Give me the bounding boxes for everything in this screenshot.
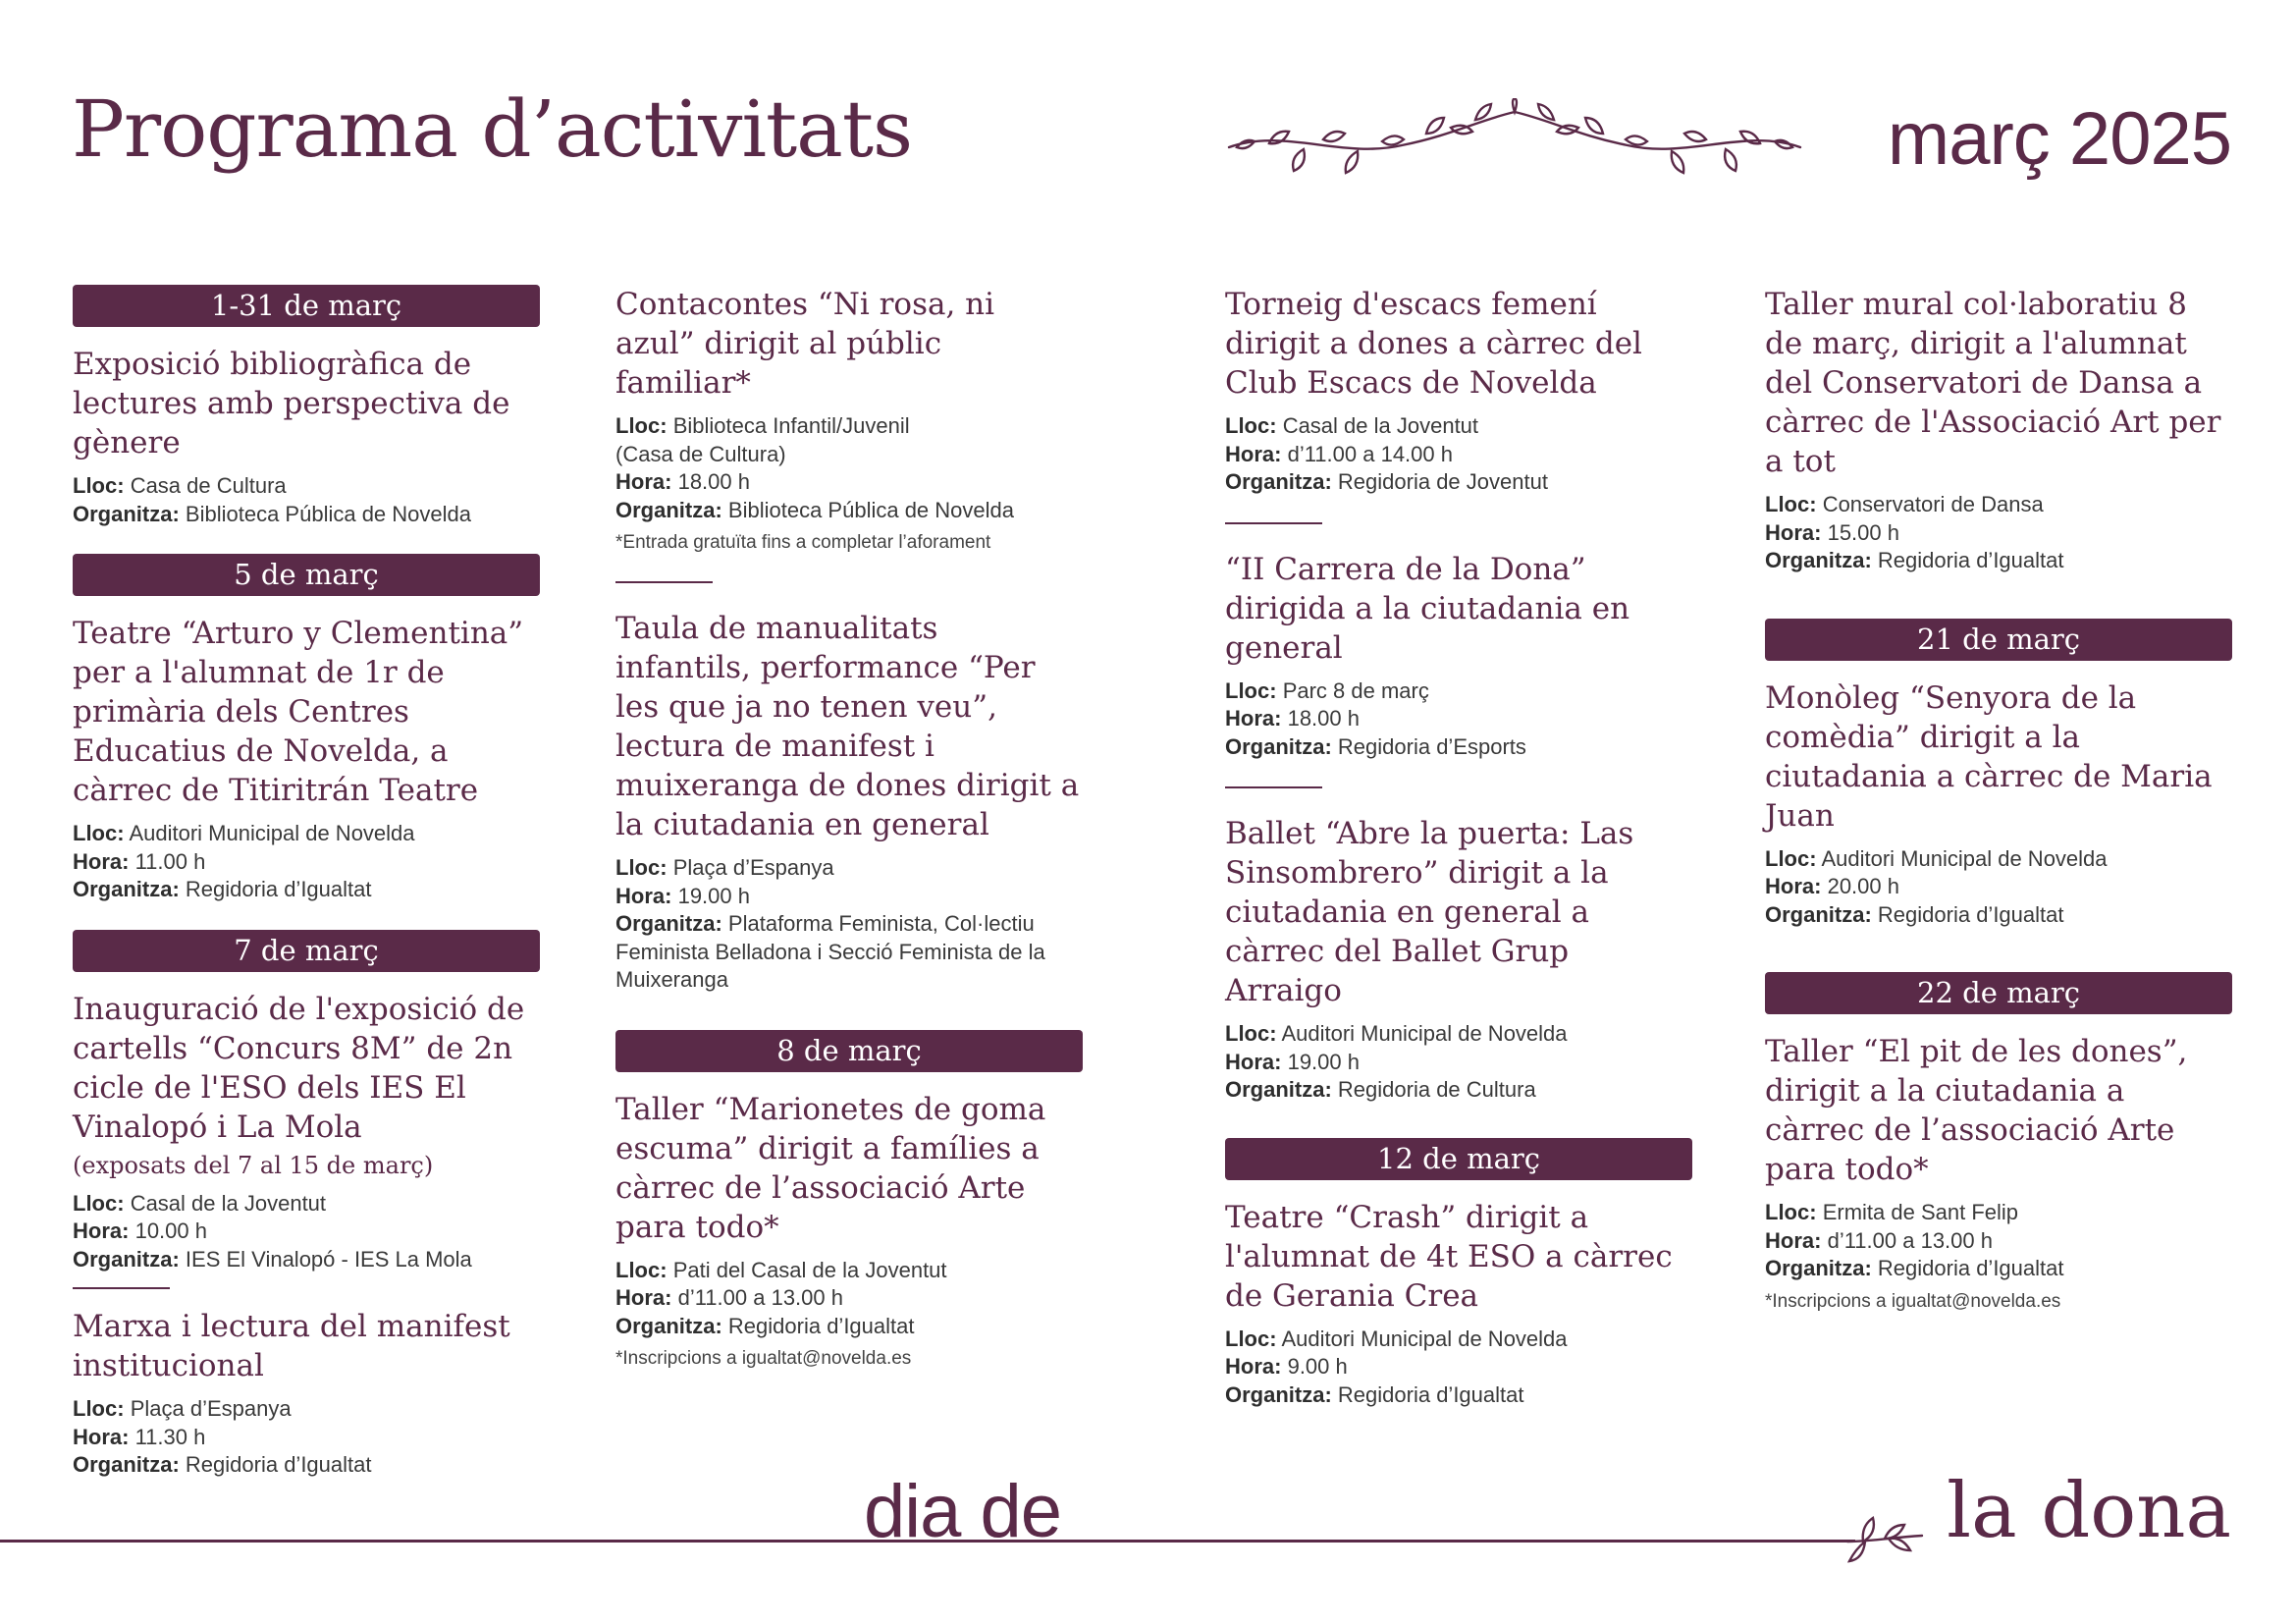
event-time: Hora: d’11.00 a 13.00 h [615,1285,843,1310]
event-place: Lloc: Parc 8 de març [1225,677,1429,703]
column-3 [1225,285,1692,1435]
divider [615,581,713,583]
event-title: Torneig d'escacs femení dirigit a dones a càrrec del Club Escacs de Novelda [1225,287,1642,401]
event-place: Lloc: Auditori Municipal de Novelda [1225,1021,1568,1046]
column-1 [73,285,540,1505]
date-header: 8 de març [615,1030,1083,1072]
event-title: Ballet “Abre la puerta: Las Sinsombrero” dirigit a la ciutadania en general a càrrec del Ballet Grup Arraigo [1225,816,1634,1008]
column-4 [1765,285,2232,1340]
event-note: *Entrada gratuïta fins a completar l’aforament [615,532,991,553]
event-place: Lloc: Casa de Cultura [73,473,287,498]
footer-dia-de: dia de [864,1470,1062,1553]
event [73,990,540,1274]
event-title: Monòleg “Senyora de la comèdia” dirigit a la ciutadania a càrrec de Maria Juan [1765,679,2213,834]
event-organizer: Organitza: Regidoria d’Esports [1225,733,1526,759]
event [73,1307,540,1480]
event-place: Lloc: Casal de la Joventut [73,1190,327,1216]
event [1225,814,1692,1105]
event-place: Lloc: Auditori Municipal de Novelda [1225,1326,1568,1351]
event-place-detail: (Casa de Cultura) [615,441,786,466]
event-time: Hora: 19.00 h [1225,1049,1360,1074]
event-time: Hora: 9.00 h [1225,1354,1348,1379]
event-time: Hora: d’11.00 a 14.00 h [1225,441,1453,466]
event-title: Teatre “Crash” dirigit a l'alumnat de 4t ESO a càrrec de Gerania Crea [1225,1199,1673,1314]
event-title: Contacontes “Ni rosa, ni azul” dirigit al públic familiar* [615,287,995,401]
event-title: Taller “Marionetes de goma escuma” dirigit a famílies a càrrec de l’associació Arte para todo* [615,1091,1046,1245]
event-organizer: Organitza: Biblioteca Pública de Novelda [73,501,471,526]
leaf-vine-ornament-icon [1225,98,1804,187]
event [1765,678,2232,930]
event-organizer: Organitza: Regidoria d’Igualtat [615,1313,915,1338]
event [1225,285,1692,497]
event-place: Lloc: Pati del Casal de la Joventut [615,1257,947,1282]
date-header: 12 de març [1225,1138,1692,1180]
event-time: Hora: 18.00 h [1225,706,1360,731]
divider [1225,522,1322,524]
event-organizer: Organitza: IES El Vinalopó - IES La Mola [73,1246,472,1272]
event-place: Lloc: Ermita de Sant Felip [1765,1200,2018,1224]
event-organizer: Organitza: Regidoria de Joventut [1225,469,1548,494]
date-header: 7 de març [73,930,540,972]
event-organizer: Organitza: Biblioteca Pública de Novelda [615,497,1014,522]
event-time: Hora: d’11.00 a 13.00 h [1765,1227,1993,1253]
event-time: Hora: 11.00 h [73,848,206,874]
event-time: Hora: 10.00 h [73,1218,207,1243]
divider [1225,786,1322,788]
event-organizer: Organitza: Regidoria de Cultura [1225,1077,1536,1102]
event-place: Lloc: Auditori Municipal de Novelda [1765,845,2108,871]
event-organizer: Organitza: Plataforma Feminista, Col·lectiu Feminista Belladona i Secció Feminista de la Muixeranga [615,911,1045,992]
event [1765,285,2232,575]
event-time: Hora: 20.00 h [1765,874,1899,898]
event-time: Hora: 15.00 h [1765,519,1899,545]
leaf-sprig-icon [1845,1508,1924,1567]
event-organizer: Organitza: Regidoria d’Igualtat [1225,1381,1524,1407]
event-title: Taula de manualitats infantils, performance “Per les que ja no tenen veu”, lectura de manifest i muixeranga de dones dirigit a la ciutadania en general [615,611,1080,842]
event-note: *Inscripcions a igualtat@novelda.es [1765,1290,2061,1312]
footer-la-dona: la dona [1947,1467,2231,1555]
event [615,1090,1083,1373]
event-organizer: Organitza: Regidoria d’Igualtat [1765,548,2064,572]
event [73,614,540,904]
date-header: 1-31 de març [73,285,540,327]
page-title: Programa d’activitats [72,83,913,175]
event [1225,550,1692,762]
event-place: Lloc: Auditori Municipal de Novelda [73,821,415,845]
event-title: Marxa i lectura del manifest institucional [73,1309,510,1383]
event-place: Lloc: Biblioteca Infantil/Juvenil [615,413,910,438]
event-place: Lloc: Conservatori de Dansa [1765,492,2044,516]
event-title: Taller mural col·laboratiu 8 de març, dirigit a l'alumnat del Conservatori de Dansa a càrrec de l'Associació Art per a tot [1765,287,2221,479]
event-organizer: Organitza: Regidoria d’Igualtat [73,877,372,901]
event-title: Teatre “Arturo y Clementina” per a l'alumnat de 1r de primària dels Centres Educatius de Novelda, a càrrec de Titiritrán Teatre [73,616,524,808]
event-subtitle: (exposats del 7 al 15 de març) [73,1151,434,1179]
date-header: 5 de març [73,554,540,596]
date-header: 21 de març [1765,619,2232,661]
event [1225,1198,1692,1410]
event [615,285,1083,556]
event-place: Lloc: Casal de la Joventut [1225,413,1479,438]
divider [73,1287,170,1289]
event-organizer: Organitza: Regidoria d’Igualtat [1765,1256,2064,1280]
event-note: *Inscripcions a igualtat@novelda.es [615,1348,912,1369]
event [1765,1032,2232,1315]
event-title: Inauguració de l'exposició de cartells “Concurs 8M” de 2n cicle de l'ESO dels IES El Vinalopó i La Mola [73,991,525,1145]
date-header: 22 de març [1765,972,2232,1014]
event-title: Taller “El pit de les dones”, dirigit a la ciutadania a càrrec de l’associació Arte para todo* [1765,1034,2188,1187]
event-place: Lloc: Plaça d’Espanya [615,855,834,880]
event-organizer: Organitza: Regidoria d’Igualtat [1765,901,2064,927]
event-title: “II Carrera de la Dona” dirigida a la ciutadania en general [1225,551,1630,666]
month-year: març 2025 [1887,97,2231,181]
event [615,609,1083,995]
event-place: Lloc: Plaça d’Espanya [73,1396,292,1421]
event-time: Hora: 18.00 h [615,469,750,494]
event-time: Hora: 11.30 h [73,1424,206,1449]
event-time: Hora: 19.00 h [615,883,750,908]
column-2 [615,285,1083,1397]
event-organizer: Organitza: Regidoria d’Igualtat [73,1452,372,1477]
event-title: Exposició bibliogràfica de lectures amb perspectiva de gènere [73,347,510,460]
event [73,345,540,528]
